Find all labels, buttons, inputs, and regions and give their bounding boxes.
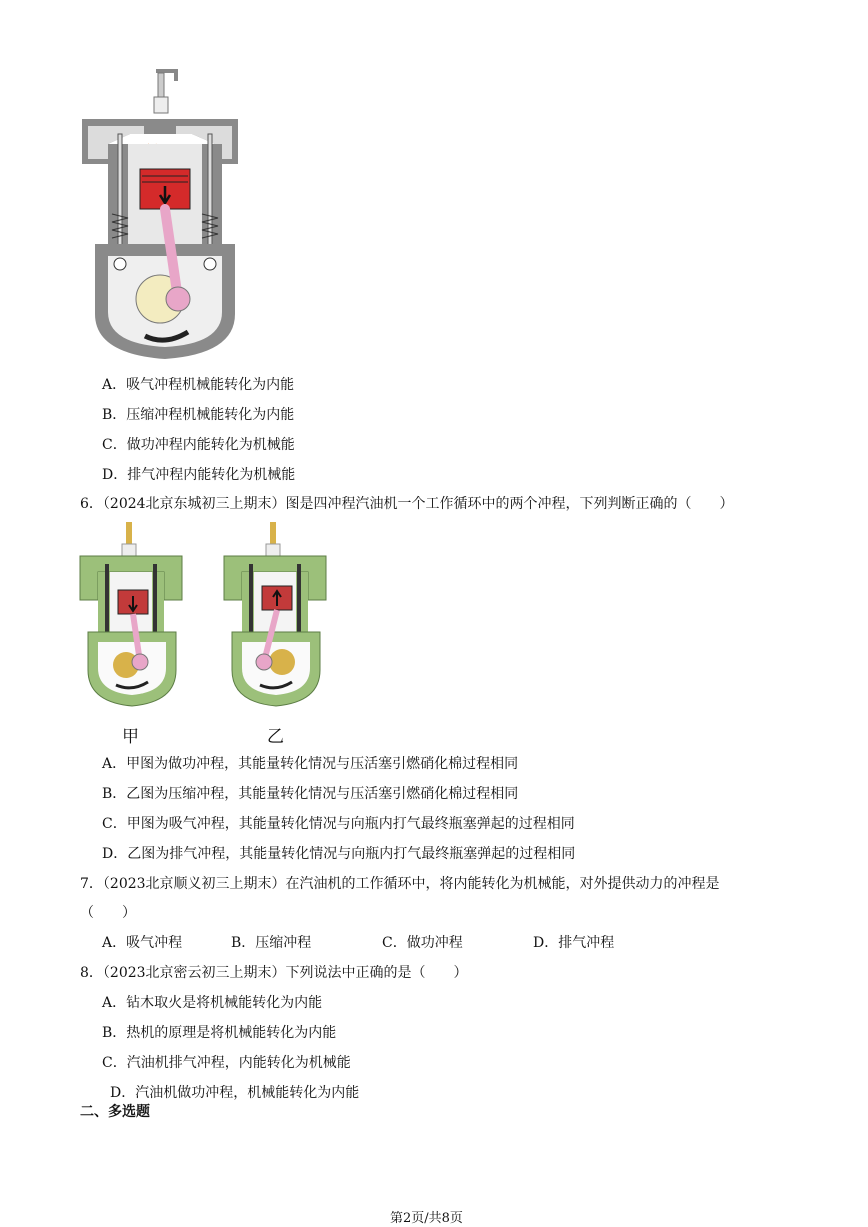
option-d: D．排气冲程内能转化为机械能 — [102, 467, 296, 483]
q7-option-c: C．做功冲程 — [382, 935, 463, 951]
q6-option-a: A．甲图为做功冲程，其能量转化情况与压活塞引燃硝化棉过程相同 — [102, 756, 519, 772]
q8-option-b: B．热机的原理是将机械能转化为内能 — [102, 1025, 337, 1041]
engine-diagram-large — [80, 64, 250, 364]
q7-option-a: A．吸气冲程 — [102, 935, 183, 951]
q8-option-c: C．汽油机排气冲程，内能转化为机械能 — [102, 1055, 351, 1071]
label-jia: 甲 — [122, 727, 139, 747]
option-a: A．吸气冲程机械能转化为内能 — [102, 377, 295, 393]
option-c: C．做功冲程内能转化为机械能 — [102, 437, 295, 453]
q6-option-c: C．甲图为吸气冲程，其能量转化情况与向瓶内打气最终瓶塞弹起的过程相同 — [102, 816, 575, 832]
section-heading: 二、多选题 — [80, 1104, 150, 1120]
q8-option-a: A．钻木取火是将机械能转化为内能 — [102, 995, 323, 1011]
q6-option-d: D．乙图为排气冲程，其能量转化情况与向瓶内打气最终瓶塞弹起的过程相同 — [102, 846, 576, 862]
question-7-stem-cont: （ ） — [80, 905, 136, 921]
page-footer: 第2页/共8页 — [390, 1211, 463, 1226]
option-b: B．压缩冲程机械能转化为内能 — [102, 407, 295, 423]
engine-diagram-jia — [78, 520, 188, 710]
q7-option-d: D．排气冲程 — [533, 935, 615, 951]
engine-diagram-yi — [222, 520, 332, 710]
q6-option-b: B．乙图为压缩冲程，其能量转化情况与压活塞引燃硝化棉过程相同 — [102, 786, 519, 802]
label-yi: 乙 — [267, 727, 284, 747]
q8-option-d: D．汽油机做功冲程，机械能转化为内能 — [110, 1085, 360, 1101]
q7-option-b: B．压缩冲程 — [231, 935, 312, 951]
question-6-stem: 6．（2024北京东城初三上期末）图是四冲程汽油机一个工作循环中的两个冲程，下列判断正确的（ ） — [80, 496, 734, 512]
question-8-stem: 8．（2023北京密云初三上期末）下列说法中正确的是（ ） — [80, 965, 468, 981]
question-7-stem: 7．（2023北京顺义初三上期末）在汽油机的工作循环中，将内能转化为机械能，对外提供动力的冲程是 — [80, 876, 720, 892]
